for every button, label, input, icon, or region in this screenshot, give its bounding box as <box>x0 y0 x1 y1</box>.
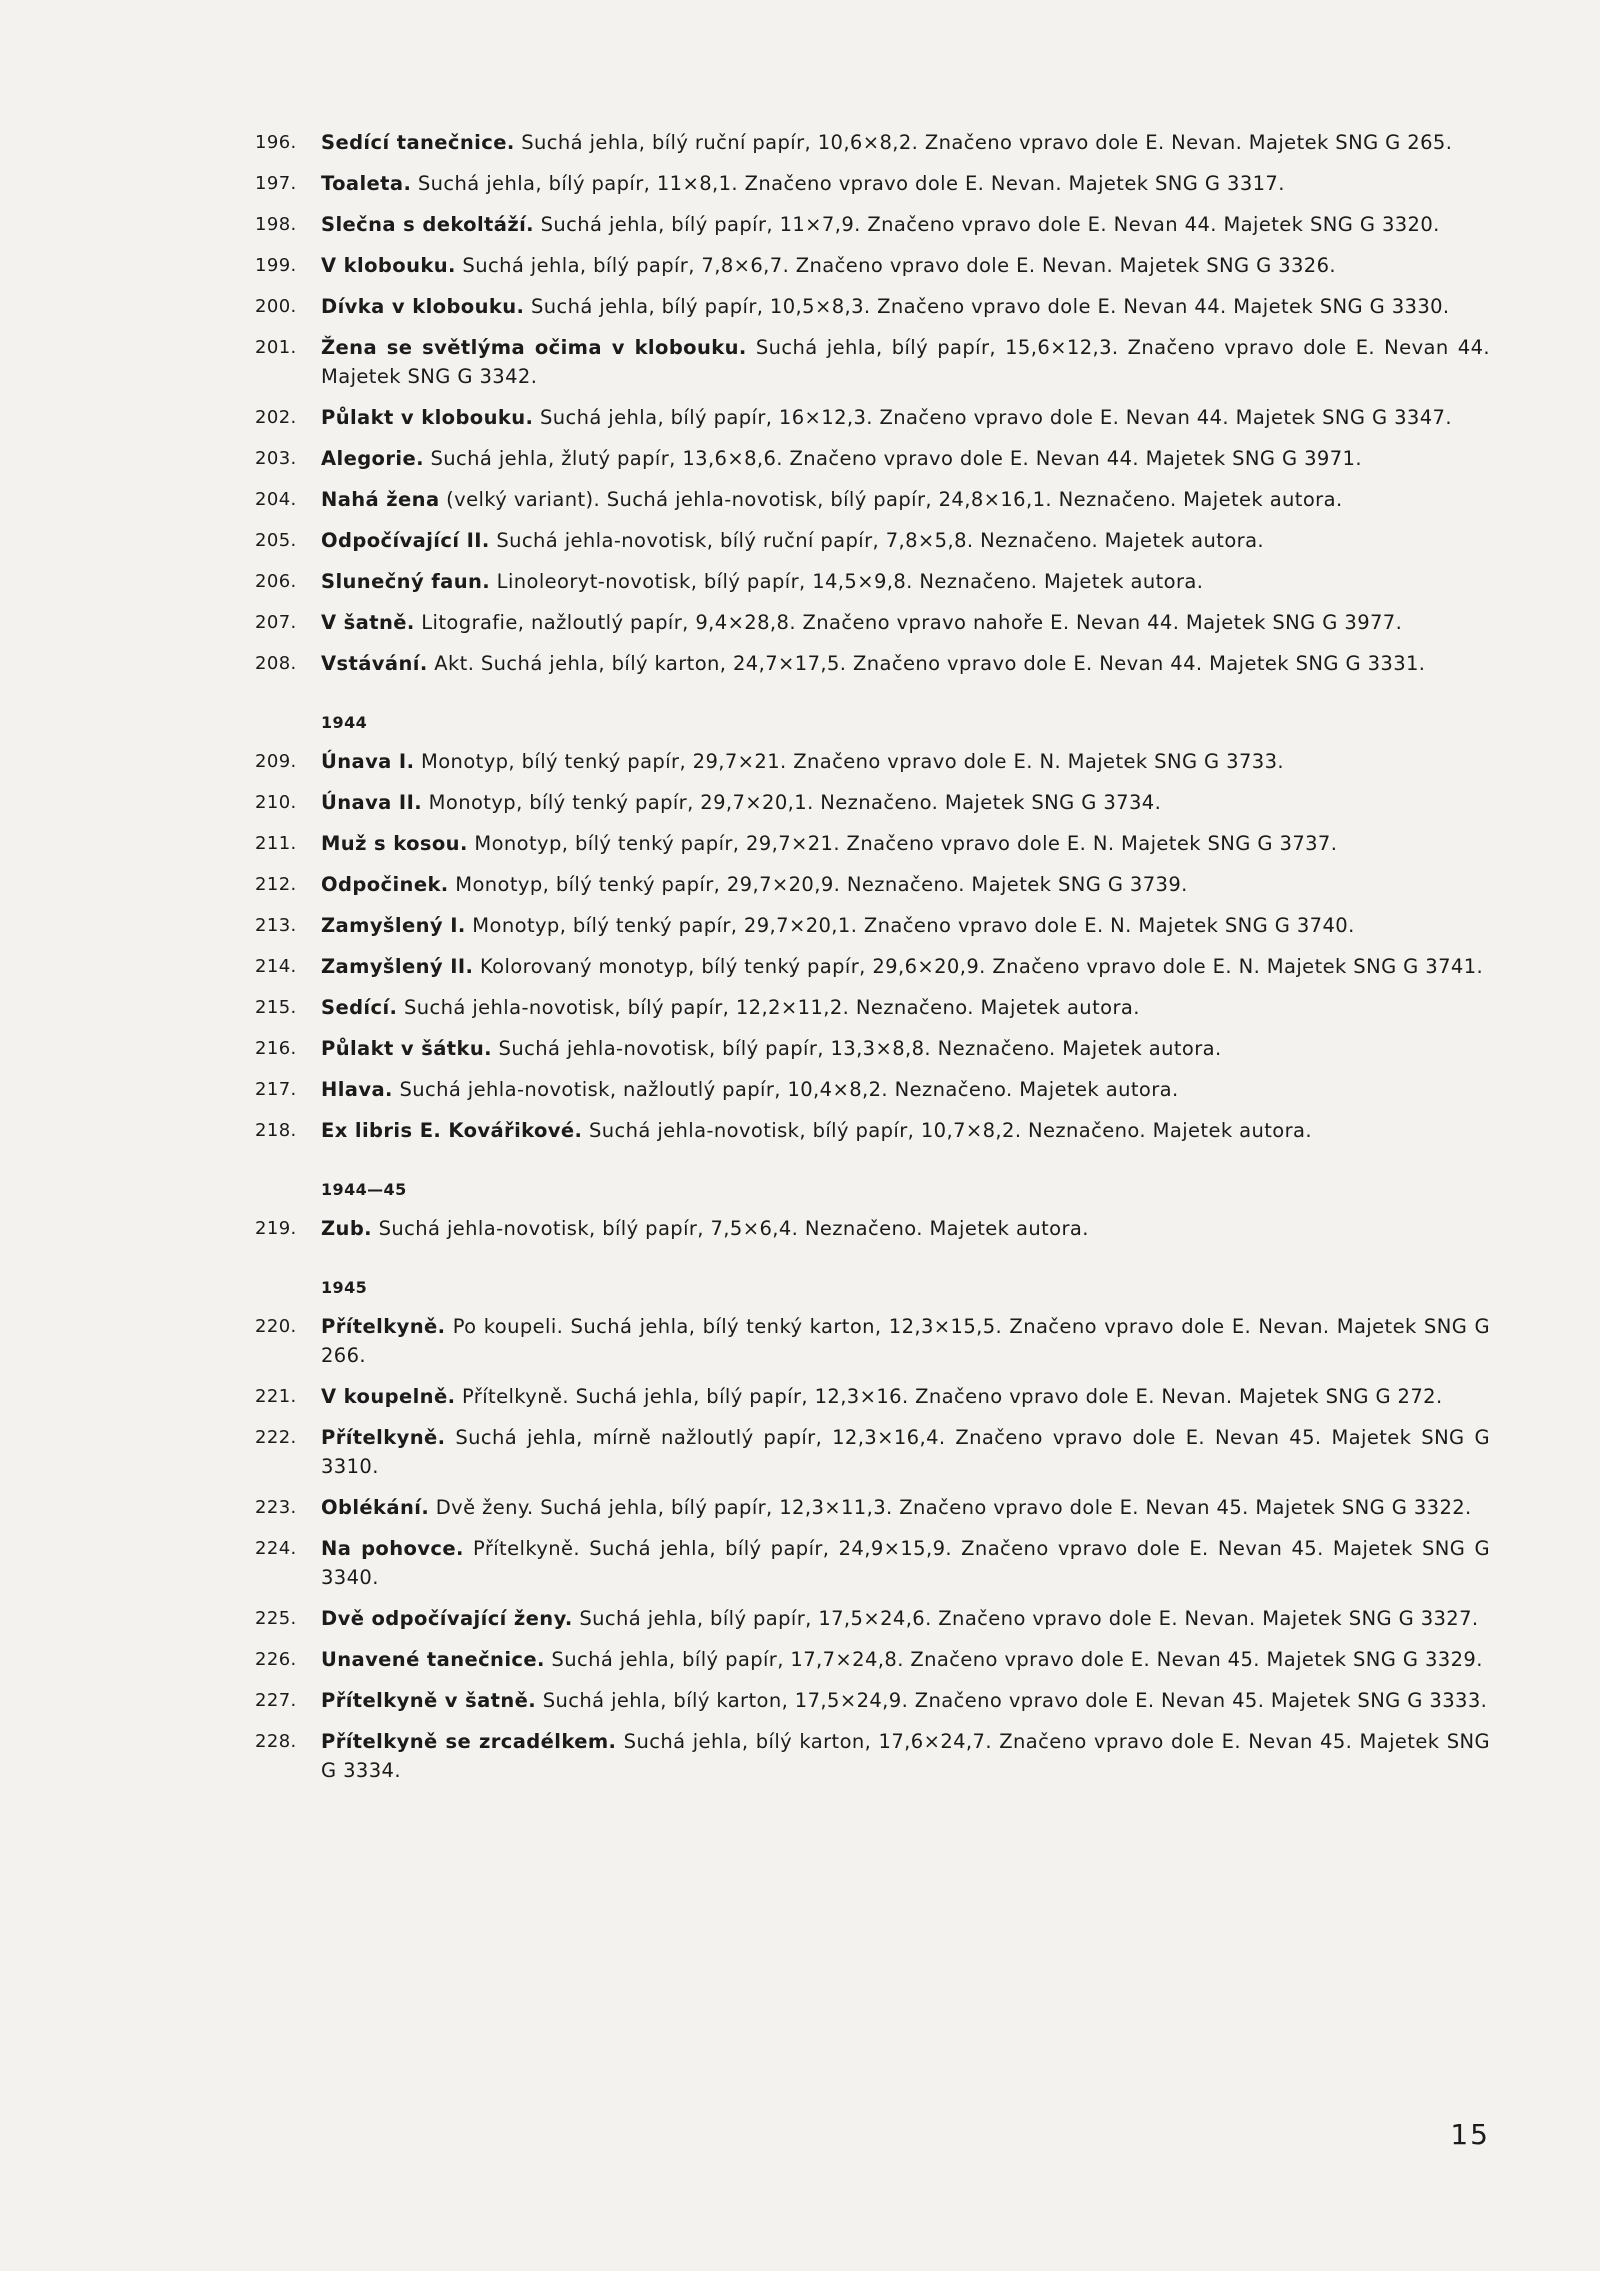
entry-number: 211. <box>255 833 297 854</box>
entry-number: 199. <box>255 255 297 276</box>
entries-group-1943 <box>255 128 1490 678</box>
entry-number: 222. <box>255 1427 297 1448</box>
entry-number: 221. <box>255 1386 297 1407</box>
entry-description: Přítelkyně. Suchá jehla, bílý papír, 24,9×15,9. Značeno vpravo dole E. Nevan 45. Majetek SNG G 3340. <box>321 1537 1490 1589</box>
entry-description: Suchá jehla, bílý papír, 17,5×24,6. Značeno vpravo dole E. Nevan. Majetek SNG G 3327. <box>572 1607 1479 1630</box>
entry-title: Dívka v klobouku. <box>321 295 525 318</box>
catalog-list <box>255 128 1490 1797</box>
entry-description: Suchá jehla-novotisk, bílý papír, 13,3×8,8. Neznačeno. Majetek autora. <box>491 1037 1222 1060</box>
entry-number: 203. <box>255 448 297 469</box>
entry-title: Odpočívající II. <box>321 529 490 552</box>
catalog-entry <box>255 747 1490 776</box>
catalog-entry <box>255 952 1490 981</box>
year-heading-1944: 1944 <box>321 713 368 732</box>
catalog-entry <box>255 403 1490 432</box>
entry-title: Přítelkyně. <box>321 1426 446 1449</box>
catalog-entry <box>255 444 1490 473</box>
entry-number: 209. <box>255 751 297 772</box>
entry-title: V koupelně. <box>321 1385 456 1408</box>
entry-title: Zub. <box>321 1217 372 1240</box>
entry-description: Suchá jehla, bílý karton, 17,5×24,9. Značeno vpravo dole E. Nevan 45. Majetek SNG G 3333. <box>536 1689 1488 1712</box>
entry-number: 206. <box>255 571 297 592</box>
entry-number: 212. <box>255 874 297 895</box>
entry-description: Suchá jehla, mírně nažloutlý papír, 12,3×16,4. Značeno vpravo dole E. Nevan 45. Majetek SNG G 3310. <box>321 1426 1490 1478</box>
catalog-entry <box>255 292 1490 321</box>
entry-title: Zamyšlený I. <box>321 914 466 937</box>
entry-title: Na pohovce. <box>321 1537 464 1560</box>
entry-title: Přítelkyně se zrcadélkem. <box>321 1730 617 1753</box>
entry-description: Přítelkyně. Suchá jehla, bílý papír, 12,3×16. Značeno vpravo dole E. Nevan. Majetek SNG G 272. <box>455 1385 1443 1408</box>
catalog-entry <box>255 1116 1490 1145</box>
catalog-entry <box>255 1075 1490 1104</box>
entry-number: 196. <box>255 132 297 153</box>
entry-description: Suchá jehla-novotisk, bílý papír, 7,5×6,4. Neznačeno. Majetek autora. <box>372 1217 1089 1240</box>
year-heading-1945: 1945 <box>321 1278 368 1297</box>
entries-group-1945 <box>255 1312 1490 1785</box>
entry-description: Monotyp, bílý tenký papír, 29,7×21. Značeno vpravo dole E. N. Majetek SNG G 3737. <box>467 832 1338 855</box>
entry-number: 210. <box>255 792 297 813</box>
entry-number: 200. <box>255 296 297 317</box>
entry-number: 224. <box>255 1538 297 1559</box>
entry-description: Suchá jehla, bílý karton, 17,6×24,7. Značeno vpravo dole E. Nevan 45. Majetek SNG G 3334. <box>321 1730 1491 1782</box>
catalog-entry <box>255 649 1490 678</box>
entry-description: Kolorovaný monotyp, bílý tenký papír, 29,6×20,9. Značeno vpravo dole E. N. Majetek SNG G 3741. <box>473 955 1484 978</box>
entry-title: Slunečný faun. <box>321 570 491 593</box>
catalog-entry <box>255 829 1490 858</box>
entry-title: Toaleta. <box>321 172 412 195</box>
catalog-entry <box>255 1534 1490 1592</box>
entry-number: 228. <box>255 1731 297 1752</box>
entry-description: Suchá jehla, bílý papír, 11×7,9. Značeno vpravo dole E. Nevan 44. Majetek SNG G 3320. <box>533 213 1440 236</box>
catalog-entry <box>255 1727 1490 1785</box>
entry-number: 219. <box>255 1218 297 1239</box>
catalog-entry <box>255 526 1490 555</box>
entry-description: Suchá jehla-novotisk, bílý papír, 10,7×8,2. Neznačeno. Majetek autora. <box>582 1119 1312 1142</box>
entry-description: Dvě ženy. Suchá jehla, bílý papír, 12,3×11,3. Značeno vpravo dole E. Nevan 45. Majetek SNG G 3322. <box>429 1496 1472 1519</box>
entry-description: Litografie, nažloutlý papír, 9,4×28,8. Značeno vpravo nahoře E. Nevan 44. Majetek SNG G 3977. <box>414 611 1403 634</box>
entry-description: Monotyp, bílý tenký papír, 29,7×20,9. Neznačeno. Majetek SNG G 3739. <box>448 873 1188 896</box>
entry-title: Sedící tanečnice. <box>321 131 515 154</box>
entry-number: 216. <box>255 1038 297 1059</box>
entry-number: 205. <box>255 530 297 551</box>
entry-number: 208. <box>255 653 297 674</box>
entry-number: 217. <box>255 1079 297 1100</box>
catalog-entry <box>255 1645 1490 1674</box>
entry-title: Půlakt v šátku. <box>321 1037 492 1060</box>
entry-description: Po koupeli. Suchá jehla, bílý tenký karton, 12,3×15,5. Značeno vpravo dole E. Nevan. Majetek SNG G 266. <box>321 1315 1490 1367</box>
entry-description: Monotyp, bílý tenký papír, 29,7×20,1. Značeno vpravo dole E. N. Majetek SNG G 3740. <box>465 914 1355 937</box>
entry-title: V klobouku. <box>321 254 456 277</box>
entry-number: 225. <box>255 1608 297 1629</box>
entry-number: 218. <box>255 1120 297 1141</box>
entry-description: Akt. Suchá jehla, bílý karton, 24,7×17,5. Značeno vpravo dole E. Nevan 44. Majetek SNG G 3331. <box>427 652 1426 675</box>
entry-number: 213. <box>255 915 297 936</box>
entry-description: Suchá jehla-novotisk, bílý papír, 12,2×11,2. Neznačeno. Majetek autora. <box>397 996 1140 1019</box>
entry-title: Přítelkyně v šatně. <box>321 1689 537 1712</box>
entry-title: Alegorie. <box>321 447 424 470</box>
entry-title: Muž s kosou. <box>321 832 468 855</box>
entry-number: 197. <box>255 173 297 194</box>
entry-title: Půlakt v klobouku. <box>321 406 534 429</box>
entry-description: Linoleoryt-novotisk, bílý papír, 14,5×9,8. Neznačeno. Majetek autora. <box>490 570 1204 593</box>
page-number: 15 <box>1450 2118 1490 2151</box>
year-heading-1944-45: 1944—45 <box>321 1180 407 1199</box>
entry-title: Unavené tanečnice. <box>321 1648 545 1671</box>
catalog-entry <box>255 333 1490 391</box>
entry-number: 226. <box>255 1649 297 1670</box>
entry-number: 204. <box>255 489 297 510</box>
entry-title: Zamyšlený II. <box>321 955 474 978</box>
catalog-entry <box>255 1493 1490 1522</box>
catalog-entry <box>255 1604 1490 1633</box>
entry-number: 227. <box>255 1690 297 1711</box>
entry-description: Suchá jehla, bílý papír, 7,8×6,7. Značeno vpravo dole E. Nevan. Majetek SNG G 3326. <box>455 254 1337 277</box>
entry-description: Suchá jehla, bílý papír, 17,7×24,8. Značeno vpravo dole E. Nevan 45. Majetek SNG G 3329. <box>544 1648 1483 1671</box>
entry-description: Monotyp, bílý tenký papír, 29,7×20,1. Neznačeno. Majetek SNG G 3734. <box>422 791 1162 814</box>
catalog-entry <box>255 1423 1490 1481</box>
entry-number: 207. <box>255 612 297 633</box>
catalog-entry <box>255 993 1490 1022</box>
catalog-entry <box>255 1312 1490 1370</box>
entry-description: Suchá jehla-novotisk, bílý ruční papír, 7,8×5,8. Neznačeno. Majetek autora. <box>489 529 1265 552</box>
entries-group-1944 <box>255 747 1490 1145</box>
entry-description: Suchá jehla, žlutý papír, 13,6×8,6. Značeno vpravo dole E. Nevan 44. Majetek SNG G 3971. <box>423 447 1362 470</box>
entry-title: Ex libris E. Kovářikové. <box>321 1119 583 1142</box>
entry-number: 215. <box>255 997 297 1018</box>
entry-number: 201. <box>255 337 297 358</box>
catalog-entry <box>255 1034 1490 1063</box>
entry-number: 198. <box>255 214 297 235</box>
entry-description: Suchá jehla, bílý papír, 10,5×8,3. Značeno vpravo dole E. Nevan 44. Majetek SNG G 3330. <box>524 295 1450 318</box>
catalog-entry <box>255 1686 1490 1715</box>
catalog-entry <box>255 870 1490 899</box>
catalog-entry <box>255 128 1490 157</box>
entries-group-1944-45 <box>255 1214 1490 1243</box>
catalog-entry <box>255 608 1490 637</box>
entry-title: Slečna s dekoltáží. <box>321 213 534 236</box>
entry-number: 202. <box>255 407 297 428</box>
entry-title: Únava I. <box>321 750 415 773</box>
entry-title: Únava II. <box>321 791 423 814</box>
catalog-entry <box>255 210 1490 239</box>
catalog-entry <box>255 1382 1490 1411</box>
entry-description: Suchá jehla, bílý papír, 15,6×12,3. Značeno vpravo dole E. Nevan 44. Majetek SNG G 3342. <box>321 336 1490 388</box>
entry-description: (velký variant). Suchá jehla-novotisk, bílý papír, 24,8×16,1. Neznačeno. Majetek autora. <box>439 488 1343 511</box>
entry-title: Dvě odpočívající ženy. <box>321 1607 573 1630</box>
entry-description: Suchá jehla-novotisk, nažloutlý papír, 10,4×8,2. Neznačeno. Majetek autora. <box>392 1078 1179 1101</box>
catalog-entry <box>255 911 1490 940</box>
entry-number: 223. <box>255 1497 297 1518</box>
entry-title: Žena se světlýma očima v klobouku. <box>321 336 747 359</box>
catalog-entry <box>255 788 1490 817</box>
entry-title: Hlava. <box>321 1078 393 1101</box>
entry-title: Nahá žena <box>321 488 440 511</box>
catalog-entry <box>255 169 1490 198</box>
entry-title: Vstávání. <box>321 652 428 675</box>
entry-number: 214. <box>255 956 297 977</box>
entry-number: 220. <box>255 1316 297 1337</box>
entry-title: Odpočinek. <box>321 873 449 896</box>
entry-title: Přítelkyně. <box>321 1315 446 1338</box>
entry-title: Sedící. <box>321 996 398 1019</box>
entry-description: Suchá jehla, bílý ruční papír, 10,6×8,2. Značeno vpravo dole E. Nevan. Majetek SNG G 265. <box>514 131 1453 154</box>
entry-description: Monotyp, bílý tenký papír, 29,7×21. Značeno vpravo dole E. N. Majetek SNG G 3733. <box>414 750 1284 773</box>
entry-title: V šatně. <box>321 611 415 634</box>
entry-title: Oblékání. <box>321 1496 430 1519</box>
entry-description: Suchá jehla, bílý papír, 16×12,3. Značeno vpravo dole E. Nevan 44. Majetek SNG G 3347. <box>533 406 1452 429</box>
catalog-entry <box>255 485 1490 514</box>
catalog-entry <box>255 251 1490 280</box>
catalog-entry <box>255 567 1490 596</box>
entry-description: Suchá jehla, bílý papír, 11×8,1. Značeno vpravo dole E. Nevan. Majetek SNG G 3317. <box>411 172 1285 195</box>
catalog-entry <box>255 1214 1490 1243</box>
